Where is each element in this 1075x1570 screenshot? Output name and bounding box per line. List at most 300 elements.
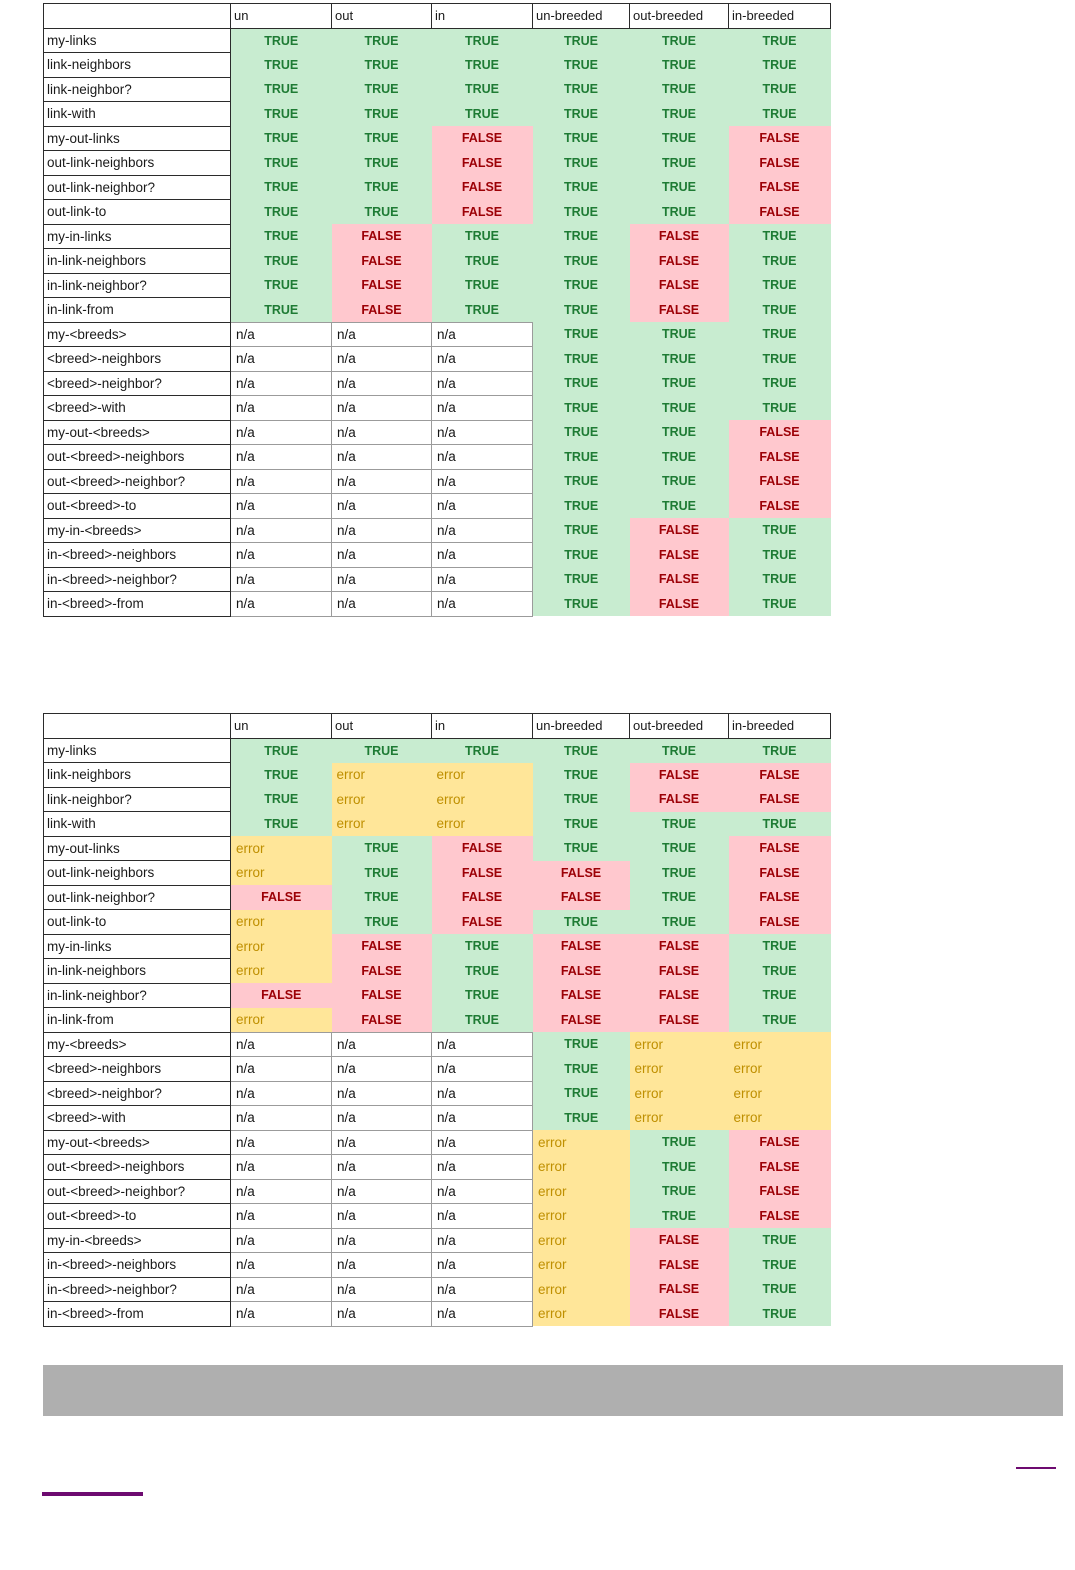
value-cell: TRUE	[729, 298, 831, 323]
value-cell: FALSE	[630, 983, 729, 1008]
table-row	[44, 1130, 831, 1155]
table-row	[44, 1081, 831, 1106]
row-label: in-link-neighbors	[44, 959, 231, 984]
value-cell: n/a	[432, 494, 533, 519]
value-cell: error	[729, 1106, 831, 1131]
value-cell: TRUE	[231, 298, 332, 323]
value-cell: n/a	[231, 1032, 332, 1057]
table-row	[44, 224, 831, 249]
value-cell: FALSE	[332, 298, 432, 323]
value-cell: TRUE	[729, 518, 831, 543]
value-cell: n/a	[332, 518, 432, 543]
row-label: my-in-links	[44, 934, 231, 959]
table-row	[44, 1277, 831, 1302]
value-cell: TRUE	[231, 738, 332, 763]
row-label: in-<breed>-neighbors	[44, 543, 231, 568]
value-cell: TRUE	[432, 1008, 533, 1033]
row-label: out-link-neighbor?	[44, 885, 231, 910]
value-cell: error	[332, 787, 432, 812]
value-cell: FALSE	[630, 1008, 729, 1033]
value-cell: TRUE	[231, 102, 332, 127]
table-row	[44, 812, 831, 837]
row-label: out-<breed>-neighbor?	[44, 1179, 231, 1204]
column-header-out-breeded: out-breeded	[630, 714, 729, 739]
value-cell: error	[533, 1253, 630, 1278]
header-row	[44, 4, 831, 29]
table-row	[44, 1008, 831, 1033]
value-cell: TRUE	[630, 371, 729, 396]
value-cell: TRUE	[630, 885, 729, 910]
table-row	[44, 396, 831, 421]
value-cell: error	[332, 763, 432, 788]
row-label: <breed>-neighbor?	[44, 1081, 231, 1106]
row-label: in-<breed>-neighbor?	[44, 1277, 231, 1302]
value-cell: FALSE	[630, 567, 729, 592]
value-cell: FALSE	[630, 934, 729, 959]
table-row	[44, 1302, 831, 1327]
value-cell: error	[231, 836, 332, 861]
value-cell: FALSE	[630, 592, 729, 617]
value-cell: FALSE	[630, 249, 729, 274]
row-label: in-link-from	[44, 298, 231, 323]
row-label: out-link-to	[44, 910, 231, 935]
value-cell: TRUE	[533, 371, 630, 396]
value-cell: n/a	[231, 567, 332, 592]
value-cell: FALSE	[729, 1155, 831, 1180]
value-cell: TRUE	[432, 298, 533, 323]
value-cell: n/a	[432, 1277, 533, 1302]
value-cell: TRUE	[231, 77, 332, 102]
row-label: <breed>-with	[44, 396, 231, 421]
value-cell: FALSE	[729, 494, 831, 519]
value-cell: n/a	[432, 1106, 533, 1131]
table-row	[44, 763, 831, 788]
value-cell: TRUE	[533, 836, 630, 861]
value-cell: error	[729, 1032, 831, 1057]
value-cell: TRUE	[533, 567, 630, 592]
value-cell: TRUE	[533, 1057, 630, 1082]
value-cell: TRUE	[729, 1228, 831, 1253]
value-cell: error	[231, 910, 332, 935]
value-cell: n/a	[332, 1302, 432, 1327]
value-cell: TRUE	[231, 787, 332, 812]
value-cell: TRUE	[729, 983, 831, 1008]
value-cell: TRUE	[729, 567, 831, 592]
value-cell: TRUE	[332, 885, 432, 910]
value-cell: TRUE	[533, 322, 630, 347]
value-cell: TRUE	[332, 151, 432, 176]
value-cell: TRUE	[332, 175, 432, 200]
value-cell: n/a	[231, 1277, 332, 1302]
link-primitives-table-unbreeded-test	[43, 3, 831, 617]
value-cell: TRUE	[231, 151, 332, 176]
value-cell: error	[630, 1081, 729, 1106]
value-cell: TRUE	[332, 910, 432, 935]
value-cell: n/a	[432, 347, 533, 372]
value-cell: TRUE	[729, 1253, 831, 1278]
corner-header-cell	[44, 4, 231, 29]
value-cell: TRUE	[332, 861, 432, 886]
value-cell: TRUE	[533, 420, 630, 445]
row-label: <breed>-neighbors	[44, 1057, 231, 1082]
value-cell: TRUE	[630, 77, 729, 102]
value-cell: error	[231, 934, 332, 959]
value-cell: TRUE	[729, 53, 831, 78]
value-cell: FALSE	[729, 836, 831, 861]
row-label: out-<breed>-neighbors	[44, 1155, 231, 1180]
value-cell: TRUE	[533, 738, 630, 763]
value-cell: n/a	[432, 396, 533, 421]
table-row	[44, 910, 831, 935]
value-cell: FALSE	[729, 910, 831, 935]
value-cell: TRUE	[231, 273, 332, 298]
value-cell: n/a	[432, 1032, 533, 1057]
value-cell: TRUE	[729, 347, 831, 372]
header-row	[44, 714, 831, 739]
value-cell: TRUE	[533, 28, 630, 53]
value-cell: TRUE	[533, 273, 630, 298]
value-cell: n/a	[432, 1179, 533, 1204]
value-cell: n/a	[432, 371, 533, 396]
value-cell: n/a	[432, 1302, 533, 1327]
value-cell: FALSE	[332, 959, 432, 984]
row-label: out-link-neighbors	[44, 861, 231, 886]
value-cell: FALSE	[630, 298, 729, 323]
value-cell: error	[533, 1228, 630, 1253]
value-cell: TRUE	[432, 224, 533, 249]
table-row	[44, 126, 831, 151]
table-row	[44, 347, 831, 372]
value-cell: FALSE	[729, 787, 831, 812]
value-cell: TRUE	[332, 126, 432, 151]
row-label: in-<breed>-from	[44, 592, 231, 617]
value-cell: FALSE	[630, 273, 729, 298]
column-header-out: out	[332, 4, 432, 29]
value-cell: TRUE	[533, 1032, 630, 1057]
value-cell: n/a	[432, 1228, 533, 1253]
value-cell: FALSE	[729, 175, 831, 200]
value-cell: n/a	[432, 445, 533, 470]
value-cell: n/a	[332, 1155, 432, 1180]
value-cell: FALSE	[630, 763, 729, 788]
value-cell: n/a	[231, 445, 332, 470]
row-label: in-link-from	[44, 1008, 231, 1033]
value-cell: TRUE	[432, 28, 533, 53]
value-cell: TRUE	[533, 469, 630, 494]
row-label: in-<breed>-neighbor?	[44, 567, 231, 592]
value-cell: n/a	[332, 1179, 432, 1204]
row-label: my-<breeds>	[44, 322, 231, 347]
value-cell: TRUE	[332, 28, 432, 53]
row-label: out-link-neighbor?	[44, 175, 231, 200]
value-cell: FALSE	[533, 861, 630, 886]
value-cell: FALSE	[533, 959, 630, 984]
value-cell: n/a	[332, 1277, 432, 1302]
table-row	[44, 371, 831, 396]
value-cell: FALSE	[729, 885, 831, 910]
value-cell: FALSE	[432, 836, 533, 861]
value-cell: FALSE	[729, 763, 831, 788]
value-cell: n/a	[231, 1130, 332, 1155]
table-row	[44, 567, 831, 592]
value-cell: TRUE	[630, 861, 729, 886]
table-row	[44, 53, 831, 78]
value-cell: error	[630, 1032, 729, 1057]
value-cell: TRUE	[729, 249, 831, 274]
value-cell: n/a	[231, 469, 332, 494]
value-cell: n/a	[432, 469, 533, 494]
row-label: link-with	[44, 102, 231, 127]
value-cell: TRUE	[533, 175, 630, 200]
link-primitives-table-breeded-test	[43, 713, 831, 1327]
value-cell: FALSE	[432, 200, 533, 225]
table-row	[44, 175, 831, 200]
value-cell: n/a	[231, 396, 332, 421]
value-cell: TRUE	[231, 53, 332, 78]
value-cell: n/a	[231, 1057, 332, 1082]
row-label: link-neighbors	[44, 763, 231, 788]
value-cell: n/a	[432, 1057, 533, 1082]
value-cell: TRUE	[231, 28, 332, 53]
row-label: link-neighbor?	[44, 787, 231, 812]
value-cell: TRUE	[630, 53, 729, 78]
value-cell: n/a	[432, 322, 533, 347]
value-cell: TRUE	[533, 910, 630, 935]
value-cell: TRUE	[231, 224, 332, 249]
value-cell: n/a	[231, 1228, 332, 1253]
row-label: link-neighbors	[44, 53, 231, 78]
value-cell: n/a	[332, 445, 432, 470]
value-cell: FALSE	[533, 934, 630, 959]
value-cell: TRUE	[729, 1302, 831, 1327]
value-cell: TRUE	[630, 1179, 729, 1204]
value-cell: FALSE	[729, 420, 831, 445]
value-cell: TRUE	[533, 224, 630, 249]
value-cell: TRUE	[432, 53, 533, 78]
value-cell: n/a	[332, 420, 432, 445]
table-row	[44, 1106, 831, 1131]
value-cell: n/a	[432, 1204, 533, 1229]
visited-link-underline-left[interactable]	[42, 1492, 143, 1496]
value-cell: error	[533, 1155, 630, 1180]
value-cell: n/a	[231, 1302, 332, 1327]
value-cell: TRUE	[630, 175, 729, 200]
value-cell: n/a	[231, 1179, 332, 1204]
value-cell: TRUE	[630, 347, 729, 372]
value-cell: FALSE	[533, 983, 630, 1008]
value-cell: n/a	[231, 494, 332, 519]
value-cell: TRUE	[533, 396, 630, 421]
value-cell: TRUE	[231, 249, 332, 274]
row-label: link-neighbor?	[44, 77, 231, 102]
value-cell: n/a	[432, 518, 533, 543]
column-header-un: un	[231, 4, 332, 29]
row-label: my-links	[44, 738, 231, 763]
row-label: my-out-<breeds>	[44, 1130, 231, 1155]
value-cell: n/a	[332, 1081, 432, 1106]
value-cell: TRUE	[332, 77, 432, 102]
table-row	[44, 1155, 831, 1180]
row-label: my-links	[44, 28, 231, 53]
value-cell: TRUE	[332, 738, 432, 763]
row-label: out-<breed>-neighbor?	[44, 469, 231, 494]
value-cell: TRUE	[231, 812, 332, 837]
table-row	[44, 151, 831, 176]
value-cell: n/a	[231, 592, 332, 617]
visited-link-underline-right[interactable]	[1016, 1467, 1056, 1469]
table-row	[44, 738, 831, 763]
value-cell: TRUE	[533, 249, 630, 274]
row-label: out-<breed>-to	[44, 1204, 231, 1229]
value-cell: TRUE	[231, 763, 332, 788]
table-row	[44, 885, 831, 910]
value-cell: FALSE	[630, 959, 729, 984]
value-cell: TRUE	[729, 322, 831, 347]
value-cell: FALSE	[630, 1302, 729, 1327]
value-cell: TRUE	[533, 494, 630, 519]
value-cell: n/a	[332, 1130, 432, 1155]
value-cell: TRUE	[729, 1277, 831, 1302]
value-cell: TRUE	[729, 738, 831, 763]
value-cell: FALSE	[533, 1008, 630, 1033]
value-cell: TRUE	[533, 298, 630, 323]
row-label: link-with	[44, 812, 231, 837]
value-cell: TRUE	[630, 126, 729, 151]
value-cell: n/a	[332, 469, 432, 494]
value-cell: n/a	[432, 592, 533, 617]
value-cell: FALSE	[729, 861, 831, 886]
value-cell: FALSE	[630, 1228, 729, 1253]
row-label: <breed>-neighbor?	[44, 371, 231, 396]
value-cell: n/a	[231, 1155, 332, 1180]
value-cell: FALSE	[729, 126, 831, 151]
value-cell: error	[432, 763, 533, 788]
column-header-out-breeded: out-breeded	[630, 4, 729, 29]
value-cell: FALSE	[729, 1179, 831, 1204]
value-cell: TRUE	[630, 812, 729, 837]
table-row	[44, 77, 831, 102]
value-cell: TRUE	[533, 102, 630, 127]
value-cell: FALSE	[332, 249, 432, 274]
value-cell: TRUE	[729, 77, 831, 102]
value-cell: TRUE	[630, 738, 729, 763]
row-label: out-<breed>-neighbors	[44, 445, 231, 470]
value-cell: n/a	[231, 1106, 332, 1131]
value-cell: TRUE	[729, 1008, 831, 1033]
row-label: out-<breed>-to	[44, 494, 231, 519]
table-row	[44, 543, 831, 568]
value-cell: error	[432, 812, 533, 837]
value-cell: n/a	[432, 1155, 533, 1180]
table-row	[44, 1204, 831, 1229]
value-cell: n/a	[432, 567, 533, 592]
row-label: in-<breed>-from	[44, 1302, 231, 1327]
value-cell: TRUE	[729, 812, 831, 837]
row-label: in-<breed>-neighbors	[44, 1253, 231, 1278]
value-cell: error	[231, 861, 332, 886]
row-label: my-in-<breeds>	[44, 1228, 231, 1253]
value-cell: TRUE	[630, 200, 729, 225]
value-cell: error	[332, 812, 432, 837]
value-cell: TRUE	[533, 77, 630, 102]
value-cell: n/a	[332, 543, 432, 568]
value-cell: FALSE	[729, 445, 831, 470]
value-cell: error	[630, 1057, 729, 1082]
table-row	[44, 518, 831, 543]
value-cell: TRUE	[630, 322, 729, 347]
value-cell: FALSE	[729, 469, 831, 494]
row-label: out-link-to	[44, 200, 231, 225]
value-cell: TRUE	[533, 518, 630, 543]
table-row	[44, 836, 831, 861]
value-cell: n/a	[332, 1228, 432, 1253]
value-cell: TRUE	[432, 102, 533, 127]
value-cell: FALSE	[432, 126, 533, 151]
table-row	[44, 322, 831, 347]
value-cell: TRUE	[332, 102, 432, 127]
value-cell: TRUE	[332, 53, 432, 78]
value-cell: n/a	[432, 1253, 533, 1278]
value-cell: n/a	[332, 322, 432, 347]
row-label: in-link-neighbor?	[44, 983, 231, 1008]
table-row	[44, 102, 831, 127]
value-cell: FALSE	[332, 273, 432, 298]
value-cell: FALSE	[231, 983, 332, 1008]
value-cell: n/a	[432, 420, 533, 445]
table-row	[44, 1253, 831, 1278]
value-cell: error	[231, 1008, 332, 1033]
column-header-un: un	[231, 714, 332, 739]
value-cell: FALSE	[432, 910, 533, 935]
value-cell: TRUE	[533, 543, 630, 568]
value-cell: TRUE	[729, 934, 831, 959]
value-cell: TRUE	[630, 420, 729, 445]
value-cell: TRUE	[533, 1081, 630, 1106]
value-cell: TRUE	[533, 787, 630, 812]
value-cell: TRUE	[432, 273, 533, 298]
value-cell: TRUE	[432, 934, 533, 959]
row-label: my-out-<breeds>	[44, 420, 231, 445]
value-cell: FALSE	[332, 934, 432, 959]
table-row	[44, 273, 831, 298]
value-cell: n/a	[231, 543, 332, 568]
value-cell: TRUE	[729, 959, 831, 984]
value-cell: error	[231, 959, 332, 984]
row-label: my-in-<breeds>	[44, 518, 231, 543]
value-cell: error	[630, 1106, 729, 1131]
row-label: my-out-links	[44, 126, 231, 151]
value-cell: n/a	[231, 518, 332, 543]
value-cell: n/a	[432, 1130, 533, 1155]
value-cell: TRUE	[533, 126, 630, 151]
row-label: my-out-links	[44, 836, 231, 861]
value-cell: FALSE	[630, 224, 729, 249]
table-row	[44, 787, 831, 812]
value-cell: TRUE	[432, 959, 533, 984]
row-label: my-<breeds>	[44, 1032, 231, 1057]
table-row	[44, 1032, 831, 1057]
corner-header-cell	[44, 714, 231, 739]
value-cell: FALSE	[432, 175, 533, 200]
value-cell: TRUE	[630, 1130, 729, 1155]
table-row	[44, 592, 831, 617]
value-cell: FALSE	[630, 518, 729, 543]
table-row	[44, 959, 831, 984]
value-cell: n/a	[231, 347, 332, 372]
value-cell: FALSE	[533, 885, 630, 910]
row-label: <breed>-neighbors	[44, 347, 231, 372]
value-cell: n/a	[432, 1081, 533, 1106]
